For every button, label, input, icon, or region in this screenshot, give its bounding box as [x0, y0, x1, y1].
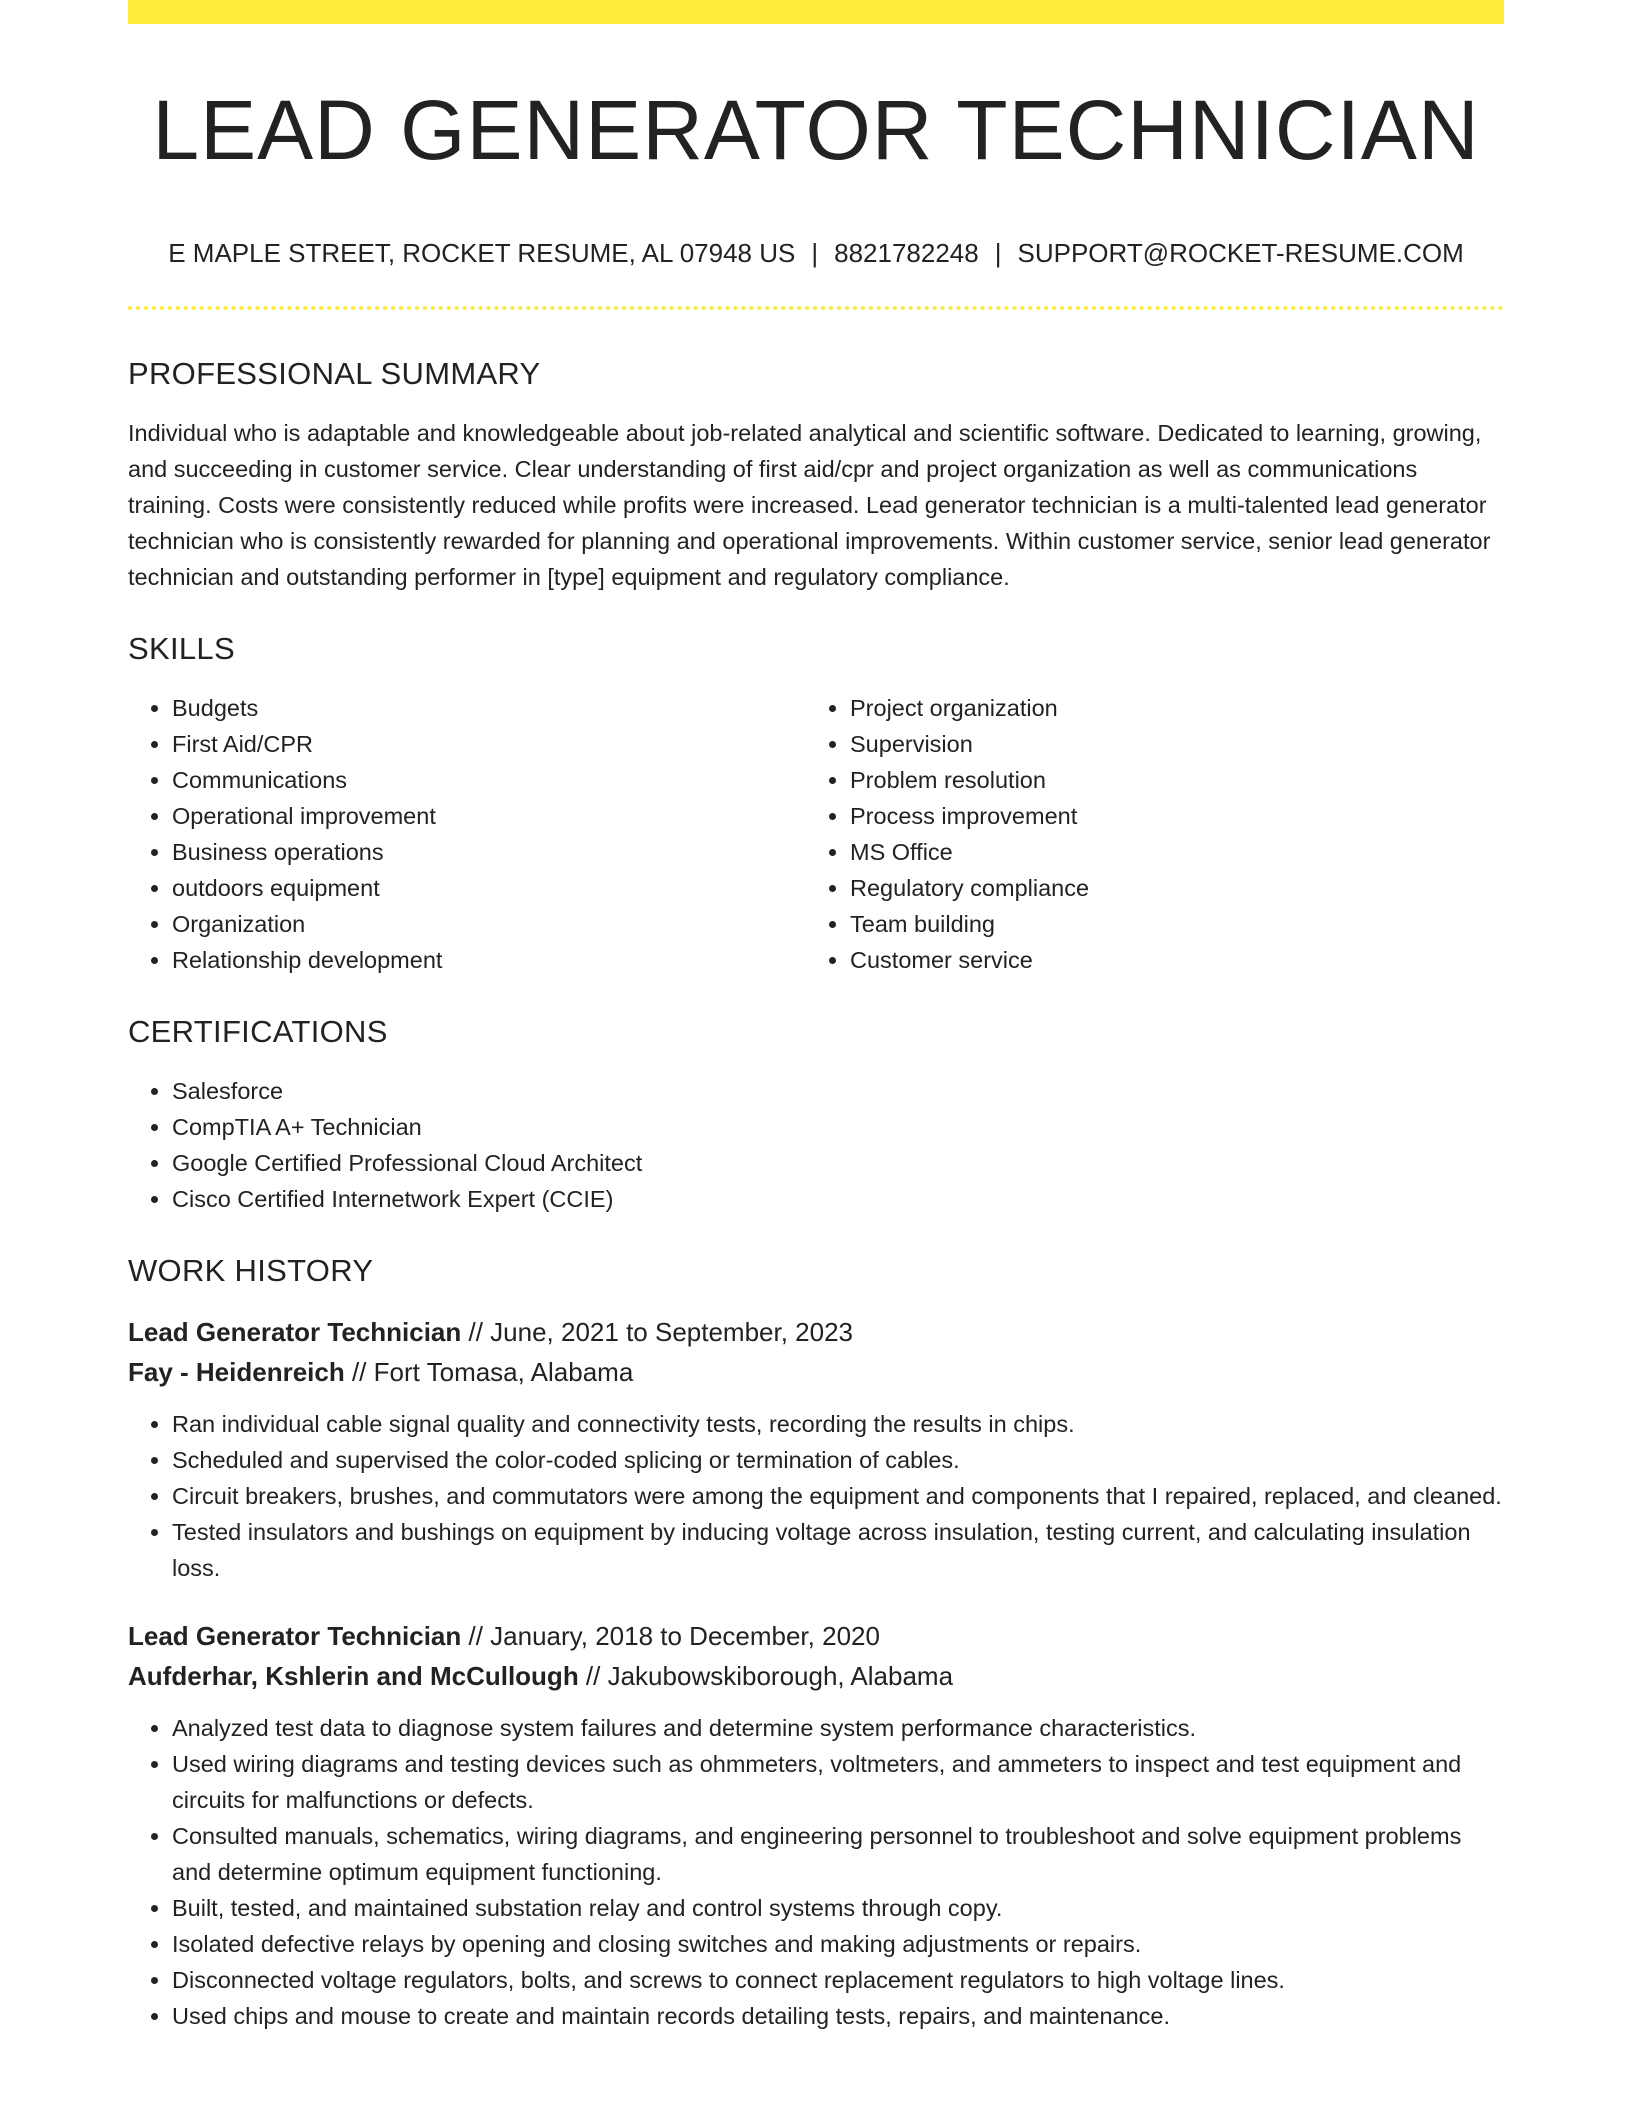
skills-list-left: [128, 690, 806, 978]
job-company-line: [128, 1352, 1504, 1392]
skill-item: • Customer service: [850, 942, 1484, 978]
skill-item: • First Aid/CPR: [172, 726, 806, 762]
job-company-line: [128, 1656, 1504, 1696]
job-duty-item: • Consulted manuals, schematics, wiring diagrams, and engineering personnel to troubleshoot and solve equipment problems and determine optimum equipment functioning.: [172, 1818, 1504, 1890]
summary-text: Individual who is adaptable and knowledgeable about job-related analytical and scientific software. Dedicated to learning, growing, and succeeding in customer service. Clear understanding of first aid/cpr and project organization as well as communications training. Costs were consistently reduced while profits were increased. Lead generator technician is a multi-talented lead generator technician who is consistently rewarded for planning and operational improvements. Within customer service, senior lead generator technician and outstanding performer in [type] equipment and regulatory compliance.: [128, 420, 1491, 590]
skill-item: • Process improvement: [850, 798, 1484, 834]
skill-item: • Budgets: [172, 690, 806, 726]
job-duty-item: • Disconnected voltage regulators, bolts, and screws to connect replacement regulators to high voltage lines.: [172, 1962, 1504, 1998]
work-history-heading: WORK HISTORY: [128, 1253, 374, 1288]
dotted-divider: [128, 306, 1504, 310]
resume-page: [128, 0, 1504, 2034]
job-duties-list: [128, 1406, 1504, 1586]
contact-phone: 8821782248: [834, 238, 979, 268]
skill-item: • Communications: [172, 762, 806, 798]
skill-item: • Problem resolution: [850, 762, 1484, 798]
skill-item: • Regulatory compliance: [850, 870, 1484, 906]
job-duty-item: • Tested insulators and bushings on equipment by inducing voltage across insulation, testing current, and calculating insulation loss.: [172, 1514, 1504, 1586]
skill-item: • Relationship development: [172, 942, 806, 978]
job-duty-item: • Circuit breakers, brushes, and commutators were among the equipment and components that I repaired, replaced, and cleaned.: [172, 1478, 1504, 1514]
skill-item: • Business operations: [172, 834, 806, 870]
certification-item: • CompTIA A+ Technician: [172, 1109, 1504, 1145]
skill-item: • Operational improvement: [172, 798, 806, 834]
job-duty-item: • Used chips and mouse to create and maintain records detailing tests, repairs, and maintenance.: [172, 1998, 1504, 2034]
contact-separator: |: [994, 238, 1002, 268]
contact-address: E MAPLE STREET, ROCKET RESUME, AL 07948 US: [168, 238, 796, 268]
job-title-line: [128, 1312, 1504, 1352]
summary-heading: PROFESSIONAL SUMMARY: [128, 356, 541, 391]
certification-item: • Salesforce: [172, 1073, 1504, 1109]
certifications-list: [128, 1073, 1504, 1217]
certification-item: • Google Certified Professional Cloud Architect: [172, 1145, 1504, 1181]
skills-list-right: [806, 690, 1484, 978]
job-location: // Jakubowskiborough, Alabama: [578, 1661, 954, 1691]
skill-item: • Project organization: [850, 690, 1484, 726]
skill-item: • Team building: [850, 906, 1484, 942]
job-title-line: [128, 1616, 1504, 1656]
contact-email: SUPPORT@ROCKET-RESUME.COM: [1017, 238, 1464, 268]
skill-item: • Supervision: [850, 726, 1484, 762]
job-location: // Fort Tomasa, Alabama: [344, 1357, 634, 1387]
job-role: Lead Generator Technician: [128, 1621, 462, 1651]
job-dates: // January, 2018 to December, 2020: [461, 1621, 880, 1651]
skill-item: • Organization: [172, 906, 806, 942]
candidate-name: LEAD GENERATOR TECHNICIAN: [152, 83, 1480, 177]
skill-item: • MS Office: [850, 834, 1484, 870]
job-company: Aufderhar, Kshlerin and McCullough: [128, 1661, 579, 1691]
contact-line: [128, 240, 1504, 266]
skills-columns: [128, 690, 1504, 978]
skill-item: • outdoors equipment: [172, 870, 806, 906]
certifications-heading: CERTIFICATIONS: [128, 1014, 388, 1049]
skills-heading: SKILLS: [128, 631, 235, 666]
job-duty-item: • Ran individual cable signal quality and connectivity tests, recording the results in chips.: [172, 1406, 1504, 1442]
job-dates: // June, 2021 to September, 2023: [461, 1317, 854, 1347]
job-duty-item: • Analyzed test data to diagnose system failures and determine system performance characteristics.: [172, 1710, 1504, 1746]
accent-top-bar: [128, 0, 1504, 24]
job-duty-item: • Isolated defective relays by opening and closing switches and making adjustments or repairs.: [172, 1926, 1504, 1962]
job-entry: [128, 1312, 1504, 1586]
job-duties-list: [128, 1710, 1504, 2034]
job-duty-item: • Used wiring diagrams and testing devices such as ohmmeters, voltmeters, and ammeters to inspect and test equipment and circuits for malfunctions or defects.: [172, 1746, 1504, 1818]
job-duty-item: • Scheduled and supervised the color-coded splicing or termination of cables.: [172, 1442, 1504, 1478]
job-entry: [128, 1616, 1504, 2034]
job-duty-item: • Built, tested, and maintained substation relay and control systems through copy.: [172, 1890, 1504, 1926]
job-role: Lead Generator Technician: [128, 1317, 462, 1347]
job-company: Fay - Heidenreich: [128, 1357, 345, 1387]
certification-item: • Cisco Certified Internetwork Expert (CCIE): [172, 1181, 1504, 1217]
contact-separator: |: [811, 238, 819, 268]
